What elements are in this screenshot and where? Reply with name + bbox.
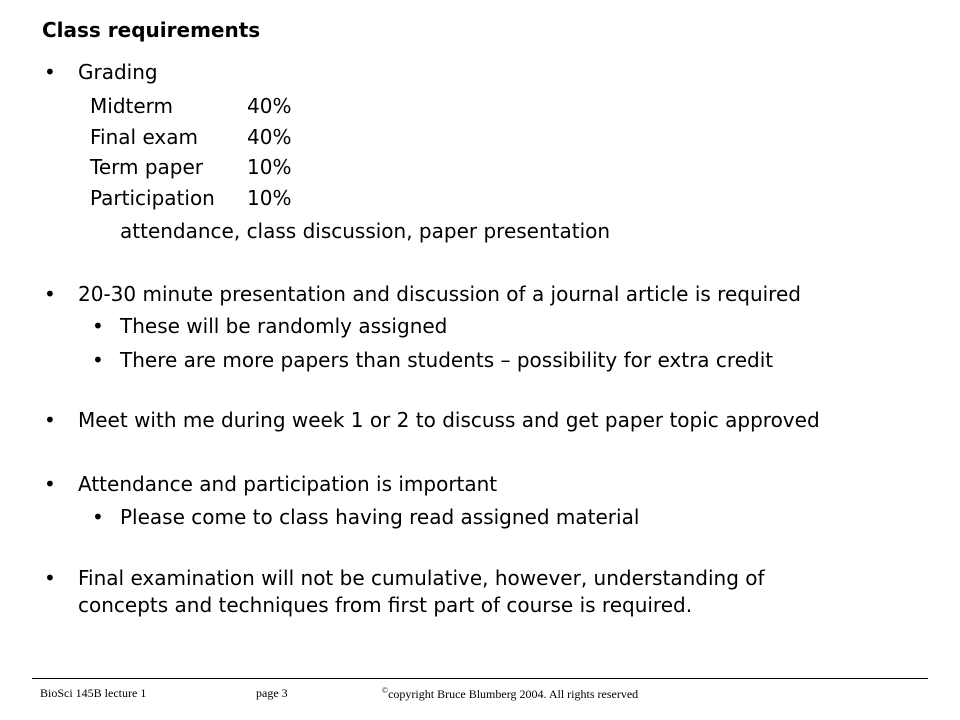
footer-page: page 3: [256, 686, 288, 700]
presentation-text: 20-30 minute presentation and discussion of a journal article is required: [78, 282, 801, 306]
attendance-text: Attendance and participation is important: [78, 472, 498, 496]
participation-note: attendance, class discussion, paper presentation: [120, 219, 611, 243]
attendance-sub-read: Please come to class having read assigned material: [120, 505, 640, 529]
grade-pct-term-paper: 10%: [247, 155, 292, 179]
bullet-grading: •: [44, 60, 56, 84]
footer-copyright: [382, 686, 638, 702]
presentation-sub-extra-credit: There are more papers than students – possibility for extra credit: [120, 348, 774, 372]
bullet-presentation: •: [44, 282, 56, 306]
grade-name-term-paper: Term paper: [90, 155, 204, 179]
bullet-meet: •: [44, 408, 56, 432]
grade-pct-midterm: 40%: [247, 94, 292, 118]
footer-divider: [32, 678, 928, 679]
bullet-attendance: •: [44, 472, 56, 496]
final-line-1: Final examination will not be cumulative, however, understanding of: [78, 566, 765, 590]
sub-bullet-random: •: [92, 314, 104, 338]
sub-bullet-extra-credit: •: [92, 348, 104, 372]
final-line-2: concepts and techniques from first part of course is required.: [78, 593, 693, 617]
bullet-final: •: [44, 566, 56, 590]
grading-heading: Grading: [78, 60, 158, 84]
grade-name-midterm: Midterm: [90, 94, 174, 118]
grade-pct-final-exam: 40%: [247, 125, 292, 149]
copyright-text: copyright Bruce Blumberg 2004. All rights reserved: [388, 687, 639, 701]
presentation-sub-random: These will be randomly assigned: [120, 314, 448, 338]
grade-name-final-exam: Final exam: [90, 125, 198, 149]
grade-pct-participation: 10%: [247, 186, 292, 210]
sub-bullet-read: •: [92, 505, 104, 529]
copyright-symbol: ©: [382, 686, 389, 695]
grade-name-participation: Participation: [90, 186, 215, 210]
footer-course: BioSci 145B lecture 1: [40, 686, 147, 700]
meet-text: Meet with me during week 1 or 2 to discuss and get paper topic approved: [78, 408, 820, 432]
slide-title: Class requirements: [42, 18, 261, 42]
